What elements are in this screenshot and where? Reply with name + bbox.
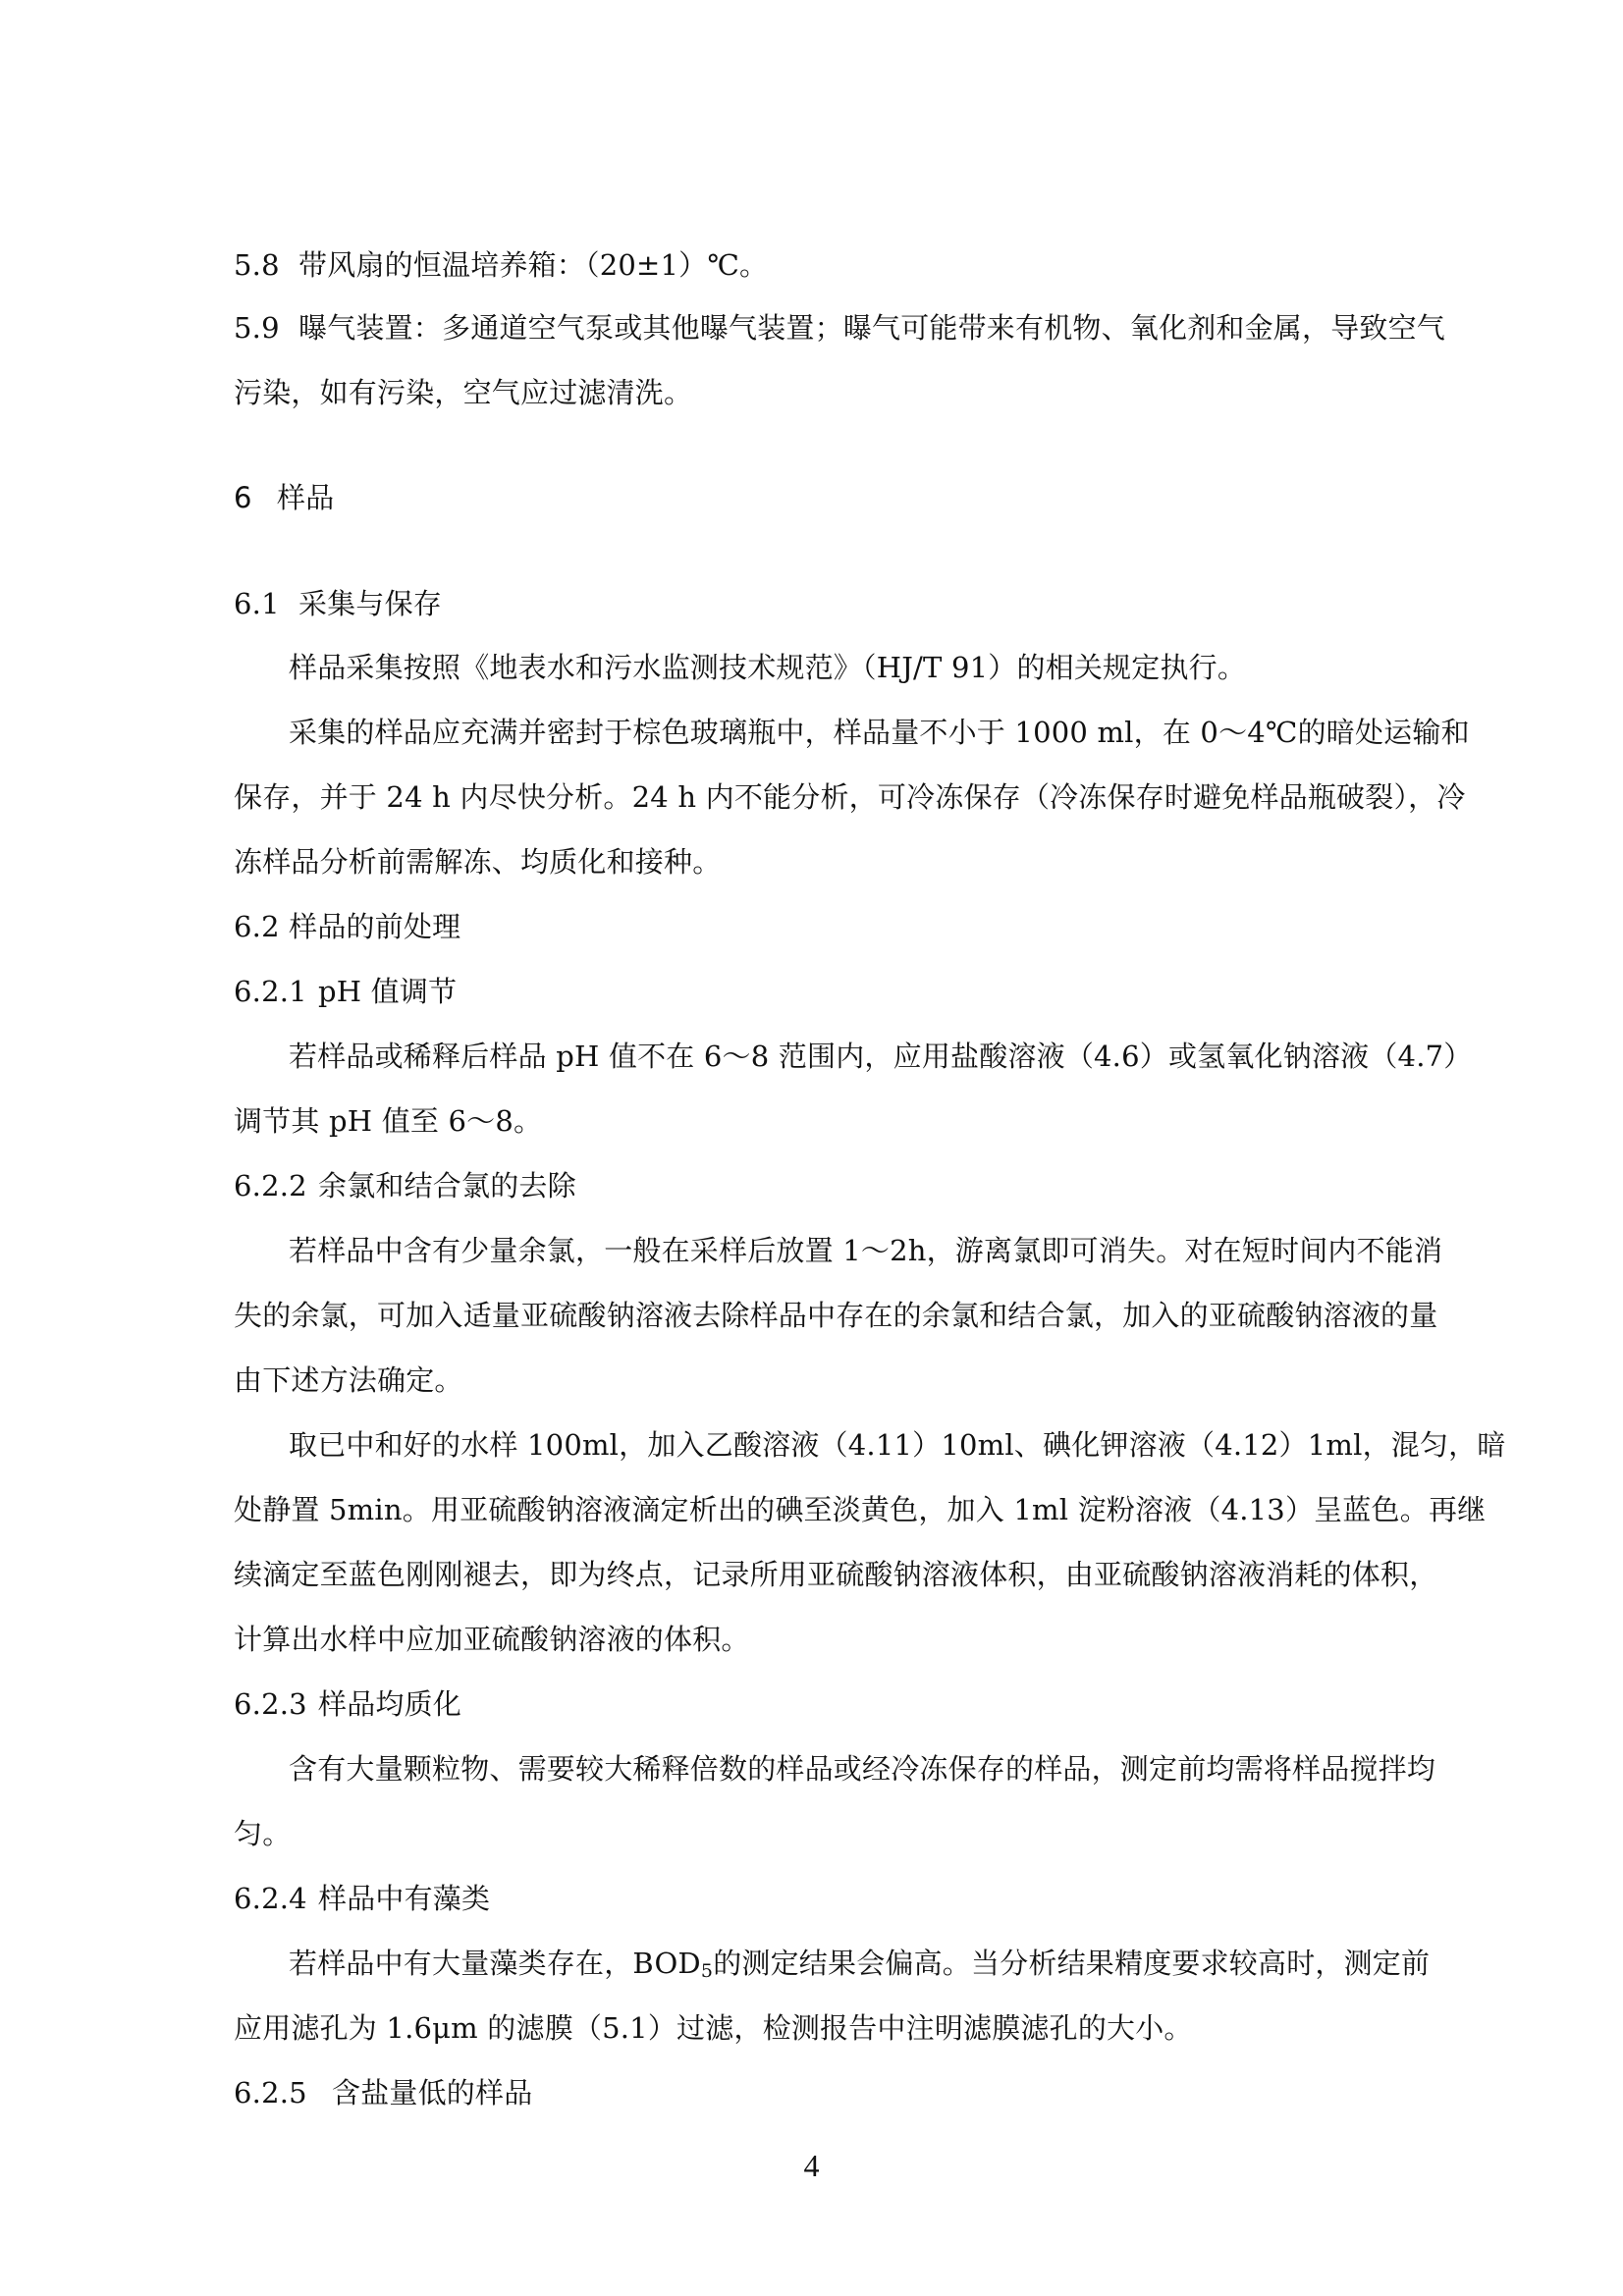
paragraph-line: 样品采集按照《地表水和污水监测技术规范》（HJ/T 91）的相关规定执行。 — [289, 651, 1247, 684]
paragraph-line: 冻样品分析前需解冻、均质化和接种。 — [234, 845, 722, 879]
section-5-8 — [234, 245, 768, 285]
heading-6-2-1 — [234, 972, 457, 1011]
subscript: 5 — [700, 1960, 714, 1982]
heading-6-1 — [234, 584, 442, 623]
paragraph-line — [289, 1944, 1430, 1983]
section-5-9-line-2: 污染，如有污染，空气应过滤清洗。 — [234, 376, 693, 409]
paragraph-line: 由下述方法确定。 — [234, 1363, 463, 1397]
paragraph-line: 若样品中含有少量余氯，一般在采样后放置 1～2h，游离氯即可消失。对在短时间内不能消 — [289, 1234, 1443, 1267]
section-text: 带风扇的恒温培养箱：（20±1）℃。 — [298, 248, 769, 282]
paragraph-line: 若样品或稀释后样品 pH 值不在 6～8 范围内，应用盐酸溶液（4.6）或氢氧化钠溶液（4.7） — [289, 1040, 1473, 1073]
heading-6-2-2 — [234, 1166, 576, 1205]
heading-title: 样品 — [277, 481, 335, 514]
heading-6-2-4 — [234, 1879, 490, 1918]
section-5-9-line-1 — [234, 308, 1445, 347]
heading-title: 样品中有藻类 — [318, 1882, 491, 1915]
paragraph-line: 取已中和好的水样 100ml，加入乙酸溶液（4.11）10ml、碘化钾溶液（4.12）1ml，混匀，暗 — [289, 1428, 1506, 1462]
heading-number: 6 — [234, 481, 252, 514]
heading-number: 6.1 — [234, 587, 280, 620]
heading-6 — [234, 478, 334, 517]
paragraph-line: 失的余氯，可加入适量亚硫酸钠溶液去除样品中存在的余氯和结合氯，加入的亚硫酸钠溶液的量 — [234, 1299, 1438, 1332]
heading-number: 6.2.3 — [234, 1687, 307, 1721]
paragraph-line: 含有大量颗粒物、需要较大稀释倍数的样品或经冷冻保存的样品，测定前均需将样品搅拌均 — [289, 1752, 1436, 1786]
text-part: 的测定结果会偏高。当分析结果精度要求较高时，测定前 — [713, 1947, 1431, 1980]
paragraph-line: 应用滤孔为 1.6μm 的滤膜（5.1）过滤，检测报告中注明滤膜滤孔的大小。 — [234, 2011, 1193, 2045]
heading-number: 6.2.1 — [234, 975, 307, 1008]
section-text: 曝气装置：多通道空气泵或其他曝气装置；曝气可能带来有机物、氧化剂和金属，导致空气 — [298, 311, 1446, 345]
heading-title: 采集与保存 — [298, 587, 443, 620]
heading-6-2: 6.2 样品的前处理 — [234, 910, 461, 943]
heading-number: 6.2.5 — [234, 2076, 307, 2109]
heading-title: 余氯和结合氯的去除 — [318, 1169, 576, 1202]
page-number: 4 — [803, 2148, 820, 2183]
heading-number: 6.2.4 — [234, 1882, 307, 1915]
heading-title: 样品均质化 — [318, 1687, 462, 1721]
heading-title: 含盐量低的样品 — [332, 2076, 533, 2109]
paragraph-line: 续滴定至蓝色刚刚褪去，即为终点，记录所用亚硫酸钠溶液体积，由亚硫酸钠溶液消耗的体积， — [234, 1558, 1438, 1591]
paragraph-line: 匀。 — [234, 1817, 292, 1850]
paragraph-line: 保存，并于 24 h 内尽快分析。24 h 内不能分析，可冷冻保存（冷冻保存时避免样品瓶破裂），冷 — [234, 780, 1466, 814]
paragraph-line: 处静置 5min。用亚硫酸钠溶液滴定析出的碘至淡黄色，加入 1ml 淀粉溶液（4.13）呈蓝色。再继 — [234, 1493, 1487, 1526]
section-number: 5.8 — [234, 248, 280, 282]
text-part: 若样品中有大量藻类存在，BOD — [289, 1947, 701, 1980]
heading-6-2-5 — [234, 2073, 532, 2112]
heading-number: 6.2.2 — [234, 1169, 307, 1202]
paragraph-line: 计算出水样中应加亚硫酸钠溶液的体积。 — [234, 1623, 750, 1656]
heading-6-2-3 — [234, 1684, 461, 1724]
heading-title: pH 值调节 — [318, 975, 458, 1008]
paragraph-line: 采集的样品应充满并密封于棕色玻璃瓶中，样品量不小于 1000 ml，在 0～4℃的暗处运输和 — [289, 716, 1470, 749]
section-number: 5.9 — [234, 311, 280, 345]
paragraph-line: 调节其 pH 值至 6～8。 — [234, 1104, 543, 1138]
